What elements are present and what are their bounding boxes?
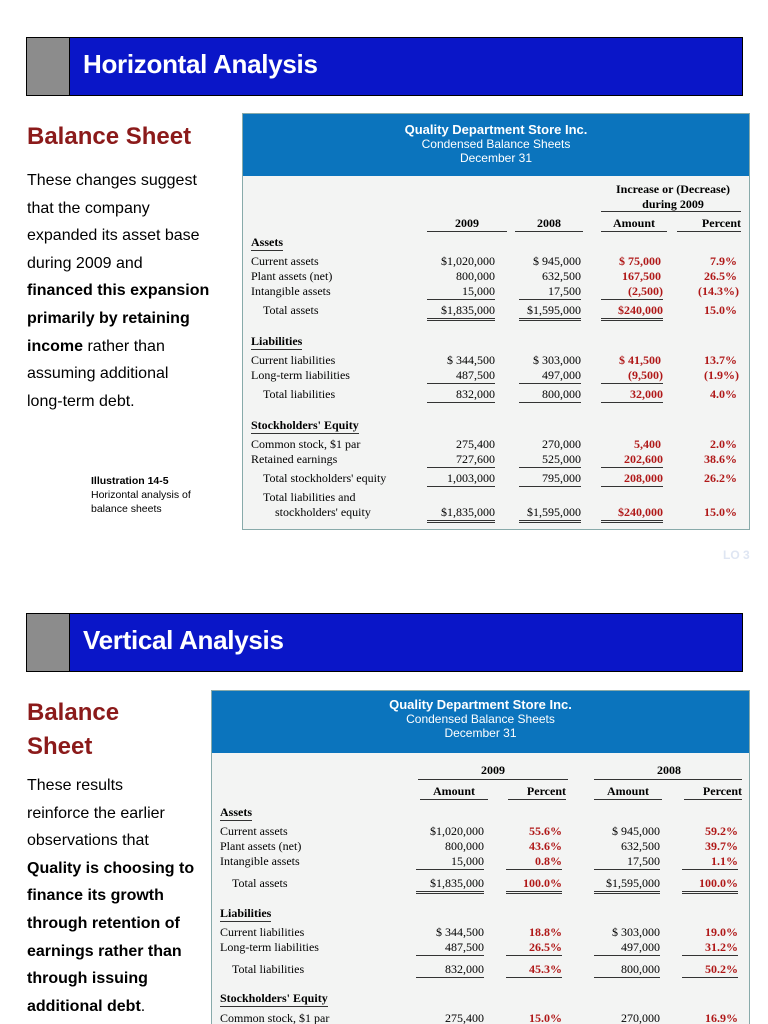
text-line [27, 167, 227, 195]
section-heading [27, 696, 119, 764]
table-cell: $240,000 [601, 505, 663, 523]
table-cell: 59.2% [705, 824, 738, 838]
header-rule [601, 211, 741, 212]
text-line [27, 250, 227, 278]
table-cell: 50.2% [682, 962, 738, 978]
table-cell: $240,000 [601, 303, 663, 321]
equity-label: Stockholders' Equity [220, 991, 328, 1005]
text-fragment: expanded its asset base [27, 227, 200, 245]
illustration-caption [91, 474, 191, 516]
table-cell: 15.0% [704, 505, 737, 519]
table-cell: 15,000 [416, 854, 484, 870]
table-cell: 800,000 [456, 269, 495, 283]
text-line [27, 993, 207, 1021]
text-fragment: through issuing [27, 970, 148, 988]
slide-header [26, 613, 743, 672]
text-fragment: These results [27, 777, 124, 794]
table-cell: $ 303,000 [533, 353, 581, 367]
table-cell: (9,500) [601, 368, 663, 384]
table-cell: Plant assets (net) [251, 269, 333, 283]
table-cell: 13.7% [704, 353, 737, 367]
equity-label: Stockholders' Equity [251, 418, 359, 432]
table-cell: $ 303,000 [612, 925, 660, 939]
table-cell: Total liabilities [263, 387, 336, 401]
statement-date: December 31 [459, 151, 533, 165]
table-cell: 19.0% [705, 925, 738, 939]
table-cell: 7.9% [710, 254, 737, 268]
table-cell: 0.8% [506, 854, 562, 870]
caption-title: Illustration 14-5 [91, 475, 169, 487]
table-cell: 487,500 [427, 368, 495, 384]
table-cell: 632,500 [542, 269, 581, 283]
table-cell: 270,000 [542, 437, 581, 451]
table-cell: $1,835,000 [427, 303, 495, 321]
table-header [212, 691, 749, 753]
liabilities-label: Liabilities [251, 334, 303, 348]
table-cell: 2.0% [710, 437, 737, 451]
text-fragment: that the company [27, 199, 150, 217]
text-fragment: reinforce the earlier [27, 804, 165, 822]
table-cell: Total assets [263, 303, 319, 317]
text-line [27, 910, 207, 938]
table-cell: $ 945,000 [533, 254, 581, 268]
text-line [27, 388, 227, 416]
year-2009-header: 2009 [481, 763, 505, 777]
text-line [27, 882, 207, 910]
assets-label: Assets [220, 805, 252, 819]
text-line [27, 827, 207, 855]
text-fragment: Increase or (Decrease) [616, 182, 730, 196]
table-cell: Common stock, $1 par [220, 1011, 330, 1024]
table-cell: stockholders' equity [275, 505, 371, 519]
table-cell: 17,500 [519, 284, 581, 300]
table-cell: 497,000 [594, 940, 660, 956]
table-cell: $ 945,000 [612, 824, 660, 838]
text-line [27, 222, 227, 250]
company-name: Quality Department Store Inc. [389, 697, 572, 712]
table-cell: 832,000 [416, 962, 484, 978]
table-header [243, 114, 749, 176]
table-cell: 43.6% [529, 839, 562, 853]
text-line [27, 772, 207, 800]
text-line [27, 195, 227, 223]
header-accent-block [27, 38, 70, 95]
table-cell: 18.8% [529, 925, 562, 939]
liabilities-label: Liabilities [220, 906, 272, 920]
table-cell: 31.2% [682, 940, 738, 956]
table-cell: 100.0% [682, 876, 738, 894]
table-cell: Current assets [220, 824, 288, 838]
table-cell: $ 344,500 [436, 925, 484, 939]
table-cell: 795,000 [519, 471, 581, 487]
table-cell: 15.0% [704, 303, 737, 317]
text-fragment: These changes suggest [27, 172, 197, 189]
text-fragment: financed this expansion [27, 282, 210, 300]
caption-line: Horizontal analysis of [91, 489, 191, 501]
text-fragment: long-term debt. [27, 392, 135, 410]
table-cell: 800,000 [445, 839, 484, 853]
table-cell: Common stock, $1 par [251, 437, 361, 451]
text-fragment: during 2009 and [27, 254, 143, 272]
table-cell: (2,500) [601, 284, 663, 300]
table-cell: 4.0% [710, 387, 737, 401]
text-fragment: during 2009 [642, 197, 704, 211]
text-fragment: Sheet [27, 733, 93, 760]
explanation-text [27, 167, 227, 415]
text-line [27, 855, 207, 883]
table-cell: 16.9% [705, 1011, 738, 1024]
table-cell: $ 41,500 [619, 353, 661, 367]
year-2008-header: 2008 [657, 763, 681, 777]
col-percent-2008: Percent [684, 784, 742, 800]
table-cell: Current liabilities [220, 925, 305, 939]
table-cell: 832,000 [427, 387, 495, 403]
learning-objective-label: LO 3 [723, 548, 750, 562]
header-rule [418, 779, 568, 780]
vertical-analysis-table [211, 690, 750, 1024]
header-rule [594, 779, 742, 780]
table-cell: 1,003,000 [427, 471, 495, 487]
table-cell: 15.0% [529, 1011, 562, 1024]
company-name: Quality Department Store Inc. [404, 122, 588, 137]
text-fragment: assuming additional [27, 365, 169, 383]
table-cell: 26.5% [704, 269, 737, 283]
text-line [27, 360, 227, 388]
text-line [27, 305, 227, 333]
text-fragment: . [140, 997, 146, 1015]
table-cell: 167,500 [622, 269, 661, 283]
table-cell: Total liabilities and [263, 490, 356, 504]
table-cell: 727,600 [427, 452, 495, 468]
horizontal-analysis-table [242, 113, 750, 530]
table-cell: $ 344,500 [447, 353, 495, 367]
table-cell: $ 75,000 [619, 254, 661, 268]
table-cell: 1.1% [682, 854, 738, 870]
assets-label: Assets [251, 235, 283, 249]
table-cell: 45.3% [506, 962, 562, 978]
table-cell: 525,000 [519, 452, 581, 468]
text-fragment: additional debt [27, 997, 141, 1015]
table-cell: 208,000 [601, 471, 663, 487]
col-amount: Amount [601, 216, 667, 232]
table-cell: 800,000 [594, 962, 660, 978]
col-amount-2008: Amount [594, 784, 662, 800]
header-accent-block [27, 614, 70, 671]
table-cell: 100.0% [506, 876, 562, 894]
table-cell: Retained earnings [251, 452, 338, 466]
section-heading: Balance Sheet [27, 123, 192, 150]
text-fragment: Balance [27, 699, 120, 726]
col-2008: 2008 [515, 216, 583, 232]
text-fragment: primarily by retaining [27, 309, 190, 327]
col-percent: Percent [677, 216, 741, 232]
text-fragment: earnings rather than [27, 942, 182, 960]
explanation-text [27, 772, 207, 1020]
text-line [27, 333, 227, 361]
text-fragment: through retention of [27, 914, 180, 932]
table-cell: 270,000 [621, 1011, 660, 1024]
table-cell: 32,000 [601, 387, 663, 403]
table-cell: Current assets [251, 254, 319, 268]
slide-vertical-analysis [0, 580, 768, 1024]
col-amount-2009: Amount [420, 784, 488, 800]
table-cell: 17,500 [594, 854, 660, 870]
table-cell: 15,000 [427, 284, 495, 300]
table-cell: 26.5% [506, 940, 562, 956]
group-header [599, 182, 747, 212]
slide-title: Horizontal Analysis [83, 49, 318, 79]
text-fragment: observations that [27, 832, 149, 850]
table-cell: (14.3%) [698, 284, 739, 298]
table-cell: $1,020,000 [441, 254, 495, 268]
table-cell: $1,595,000 [594, 876, 660, 894]
text-fragment: income [27, 337, 84, 355]
col-percent-2009: Percent [508, 784, 566, 800]
table-cell: 26.2% [704, 471, 737, 485]
col-2009: 2009 [427, 216, 507, 232]
table-cell: $1,835,000 [427, 505, 495, 523]
table-cell: 202,600 [601, 452, 663, 468]
table-cell: 275,400 [445, 1011, 484, 1024]
table-cell: Total liabilities [232, 962, 305, 976]
slide-header [26, 37, 743, 96]
table-cell: Plant assets (net) [220, 839, 302, 853]
table-cell: 632,500 [621, 839, 660, 853]
statement-name: Condensed Balance Sheets [406, 712, 555, 726]
table-cell: Total assets [232, 876, 288, 890]
text-line [27, 800, 207, 828]
text-fragment: Quality is choosing to [27, 859, 195, 877]
statement-name: Condensed Balance Sheets [421, 137, 571, 151]
table-cell: 5,400 [634, 437, 661, 451]
table-cell: 497,000 [519, 368, 581, 384]
table-cell: $1,595,000 [519, 505, 581, 523]
table-cell: Long-term liabilities [220, 940, 319, 954]
table-cell: Intangible assets [220, 854, 300, 868]
table-cell: 39.7% [705, 839, 738, 853]
table-cell: 38.6% [704, 452, 737, 466]
table-cell: Current liabilities [251, 353, 336, 367]
slide-title: Vertical Analysis [83, 625, 284, 655]
text-line [27, 277, 227, 305]
table-cell: 487,500 [416, 940, 484, 956]
table-cell: 55.6% [529, 824, 562, 838]
table-cell: Total stockholders' equity [263, 471, 387, 485]
text-line [27, 938, 207, 966]
text-fragment: rather than [83, 337, 165, 355]
table-cell: 800,000 [519, 387, 581, 403]
table-cell: 275,400 [456, 437, 495, 451]
table-cell: $1,020,000 [430, 824, 484, 838]
caption-line: balance sheets [91, 503, 162, 515]
table-cell: Intangible assets [251, 284, 331, 298]
text-line [27, 965, 207, 993]
table-cell: (1.9%) [704, 368, 739, 382]
text-fragment: finance its growth [27, 887, 164, 905]
statement-date: December 31 [444, 726, 517, 740]
table-cell: $1,595,000 [519, 303, 581, 321]
table-cell: $1,835,000 [416, 876, 484, 894]
table-cell: Long-term liabilities [251, 368, 350, 382]
